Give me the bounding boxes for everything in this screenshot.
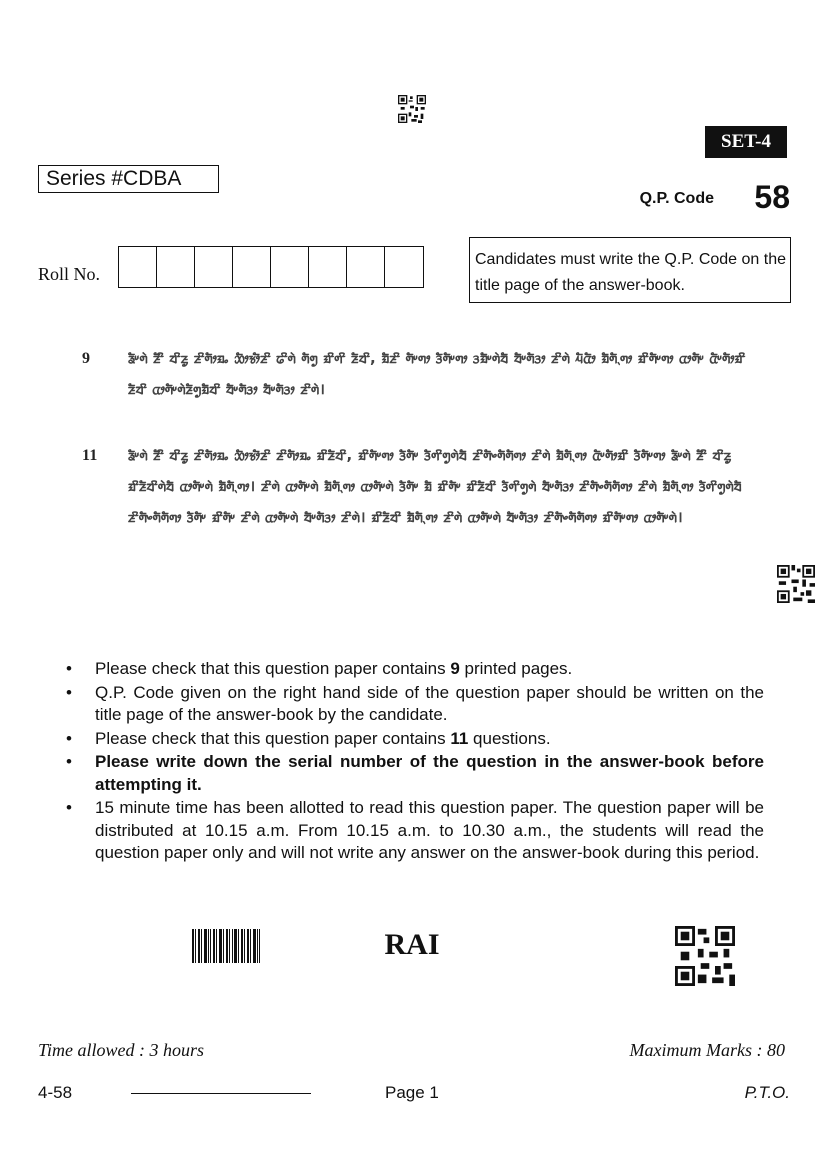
roll-number-cell[interactable]	[271, 247, 309, 287]
series-label: Series #CDBA	[38, 165, 219, 193]
roll-number-cell[interactable]	[195, 247, 233, 287]
rai-instruction-2-number: 11	[82, 447, 98, 464]
roll-number-cell[interactable]	[119, 247, 157, 287]
barcode-icon	[192, 929, 260, 963]
rai-instruction-1	[82, 343, 762, 435]
time-allowed: Time allowed : 3 hours	[38, 1040, 205, 1060]
rai-instruction-2	[82, 440, 762, 630]
instruction-item: • Please write down the serial number of the question in the answer-book before attempting it.	[64, 751, 764, 796]
instruction-item: • 15 minute time has been allotted to read this question paper. The question paper will be distributed at 10.15 a.m. From 10.15 a.m. to 10.30 a.m., the students will read the question paper only and will not write any answer on the answer-book during this period.	[64, 797, 764, 865]
maximum-marks: Maximum Marks : 80	[629, 1040, 785, 1060]
qp-code-label: Q.P. Code	[639, 190, 714, 207]
qr-code-bottom-icon	[675, 926, 735, 986]
page-number: Page 1	[385, 1083, 439, 1102]
instruction-item: • Q.P. Code given on the right hand side of the question paper should be written on the title page of the answer-book by the candidate.	[64, 682, 764, 727]
roll-number-cell[interactable]	[157, 247, 195, 287]
please-turn-over: P.T.O.	[744, 1083, 790, 1102]
paper-code: 4-58	[38, 1083, 73, 1102]
subject-name: RAI	[384, 928, 440, 961]
roll-number-cell[interactable]	[233, 247, 271, 287]
roll-number-grid[interactable]	[118, 246, 424, 288]
roll-number-cell[interactable]	[309, 247, 347, 287]
roll-number-label: Roll No.	[38, 264, 101, 284]
footer-divider	[131, 1093, 311, 1094]
qr-code-side-icon	[777, 565, 815, 603]
rai-instruction-1-text: ᤕᤠᤸᤛᤧ ᤏᤠᤡ ᤔᤡᤏᤢ ᤏᤡᤛᤥᤀᤱ ᤑᤥᤃᤣᤠᤏᤡ ᤒᤡᤛᤧ ᤛᤠᤛᤢ ᤀᤡᤛᤡ ᤏᤠᤔᤡ, ᤀᤠᤏᤡ ᤛᤠᤸᤛᤣ ᤋᤠᤛᤠᤸᤛᤣ ᤋᤀᤠᤸᤛᤧᤔᤠ ᤔᤠᤸᤛᤠᤋᤣ ᤏᤡᤛᤧ ᤘᤠᤂᤥ ᤀᤠᤛᤠᤷᤛᤣ ᤀᤡᤛᤠᤸᤛᤣ ᤂᤣᤛᤠᤸ ᤂᤠᤸᤛᤥᤀᤡ ᤏᤠᤔᤡ ᤂᤣᤛᤠᤸᤛᤧᤏᤠᤛᤢᤀᤠᤔᤡ ᤔᤠᤸᤛᤠᤋᤣ ᤔᤠᤸᤛᤠᤋᤣ ᤏᤡᤛᤧ।	[128, 349, 746, 398]
qp-code-value: 58	[754, 179, 790, 215]
rai-instruction-2-text: ᤕᤠᤸᤛᤧ ᤏᤠᤡ ᤔᤡᤏᤢ ᤏᤡᤛᤥᤀᤱ ᤑᤥᤃᤣᤠᤏᤡ ᤏᤡᤛᤥᤀᤱ ᤀᤡᤏᤠᤔᤡ, ᤀᤡᤛᤠᤸᤛᤣ ᤋᤠᤛᤠᤸ ᤋᤠᤛᤡᤛᤢᤛᤧᤔᤠ ᤏᤡᤛᤠᤴᤛᤠᤛᤠᤛᤣ ᤏᤡᤛᤧ ᤀᤠᤛᤠᤷᤛᤣ ᤂᤠᤸᤛᤥᤀᤡ ᤋᤠᤛᤠᤸᤛᤣ ᤕᤠᤸᤛᤧ ᤏᤠᤡ ᤔᤡᤏᤢ ᤀᤡᤏᤠᤔᤡᤛᤧᤔᤠ ᤂᤣᤛᤠᤸᤛᤧ ᤀᤠᤛᤠᤷᤛᤣ। ᤏᤡᤛᤧ ᤂᤣᤛᤠᤸᤛᤧ ᤀᤠᤛᤠᤷᤛᤣ ᤂᤣᤛᤠᤸᤛᤧ ᤋᤠᤛᤠᤸ ᤀᤠ ᤀᤡᤛᤠᤸ ᤀᤡᤏᤠᤔᤡ ᤋᤠᤛᤡᤛᤢᤛᤧ ᤔᤠᤸᤛᤠᤋᤣ ᤏᤡᤛᤠᤴᤛᤠᤛᤠᤛᤣ ᤏᤡᤛᤧ ᤀᤠᤛᤠᤷᤛᤣ ᤋᤠᤛᤡᤛᤢᤛᤧᤔᤠ ᤏᤡᤛᤠᤴᤛᤠᤛᤠᤛᤣ ᤋᤠᤛᤠᤸ ᤀᤡᤛᤠᤸ ᤏᤡᤛᤧ ᤂᤣᤛᤠᤸᤛᤧ ᤔᤠᤸᤛᤠᤋᤣ ᤏᤡᤛᤧ। ᤀᤡᤏᤠᤔᤡ ᤀᤠᤛᤠᤷᤛᤣ ᤏᤡᤛᤧ ᤂᤣᤛᤠᤸᤛᤧ ᤔᤠᤸᤛᤠᤋᤣ ᤏᤡᤛᤠᤴᤛᤠᤛᤠᤛᤣ ᤀᤡᤛᤠᤸᤛᤣ ᤂᤣᤛᤠᤸᤛᤧ।	[128, 446, 742, 526]
qr-code-top-icon	[398, 95, 426, 123]
rai-instruction-1-number: 9	[82, 350, 91, 367]
instruction-item: • Please check that this question paper contains 9 printed pages.	[64, 658, 764, 681]
instruction-list	[64, 658, 764, 866]
roll-number-cell[interactable]	[385, 247, 423, 287]
instruction-item: • Please check that this question paper contains 11 questions.	[64, 728, 764, 751]
roll-number-cell[interactable]	[347, 247, 385, 287]
qp-code-notice: Candidates must write the Q.P. Code on the title page of the answer-book.	[469, 237, 791, 303]
set-badge: SET-4	[705, 126, 787, 158]
